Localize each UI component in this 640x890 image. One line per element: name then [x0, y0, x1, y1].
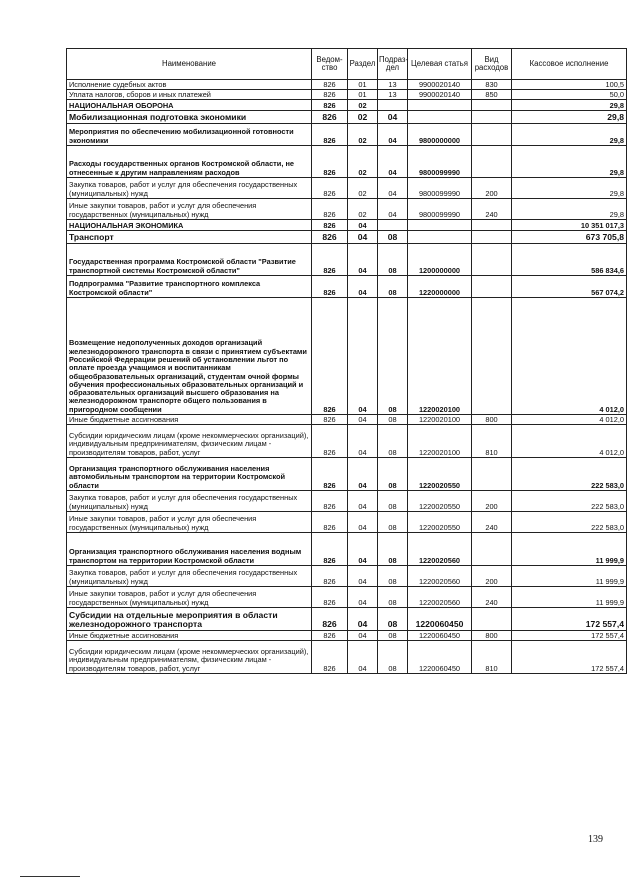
cell-cash: 222 583,0 [512, 512, 627, 533]
cell-target: 1220060450 [408, 631, 472, 641]
cell-target [408, 220, 472, 231]
cell-name: Организация транспортного обслуживания населения автомобильным транспортом на территории Костромской области [67, 458, 312, 491]
cell-subsection: 08 [378, 608, 408, 631]
cell-target: 1220020560 [408, 533, 472, 566]
cell-target: 1200000000 [408, 244, 472, 276]
cell-cash: 673 705,8 [512, 231, 627, 244]
cell-target: 1220020560 [408, 587, 472, 608]
cell-section: 04 [348, 458, 378, 491]
cell-name: Мероприятия по обеспечению мобилизационной готовности экономики [67, 124, 312, 146]
cell-target [408, 231, 472, 244]
cell-exptype [472, 608, 512, 631]
cell-exptype [472, 298, 512, 415]
table-row [67, 90, 627, 100]
cell-subsection: 08 [378, 512, 408, 533]
cell-cash: 29,8 [512, 199, 627, 220]
cell-section: 04 [348, 566, 378, 587]
header-exptype: Вид расходов [472, 49, 512, 80]
cell-target: 1220020550 [408, 512, 472, 533]
table-row [67, 146, 627, 178]
cell-cash: 29,8 [512, 100, 627, 111]
cell-cash: 172 557,4 [512, 608, 627, 631]
cell-target: 9800099990 [408, 146, 472, 178]
cell-dept: 826 [312, 90, 348, 100]
cell-cash: 29,8 [512, 146, 627, 178]
cell-cash: 10 351 017,3 [512, 220, 627, 231]
cell-subsection: 04 [378, 124, 408, 146]
cell-subsection [378, 100, 408, 111]
cell-name: НАЦИОНАЛЬНАЯ ЭКОНОМИКА [67, 220, 312, 231]
cell-dept: 826 [312, 587, 348, 608]
cell-name: Субсидии юридическим лицам (кроме некоммерческих организаций), индивидуальным предпринимателям, физическим лицам - производителям товаров, работ, услуг [67, 425, 312, 458]
cell-section: 04 [348, 587, 378, 608]
cell-dept: 826 [312, 458, 348, 491]
table-row [67, 608, 627, 631]
cell-section: 04 [348, 244, 378, 276]
cell-exptype: 240 [472, 512, 512, 533]
cell-name: Иные бюджетные ассигнования [67, 415, 312, 425]
cell-target: 1220060450 [408, 641, 472, 674]
cell-target: 1220020100 [408, 415, 472, 425]
cell-target: 1220000000 [408, 276, 472, 298]
cell-name: НАЦИОНАЛЬНАЯ ОБОРОНА [67, 100, 312, 111]
cell-subsection: 08 [378, 491, 408, 512]
cell-dept: 826 [312, 111, 348, 124]
table-row [67, 533, 627, 566]
cell-dept: 826 [312, 608, 348, 631]
cell-dept: 826 [312, 276, 348, 298]
cell-section: 04 [348, 276, 378, 298]
cell-name: Транспорт [67, 231, 312, 244]
table-row [67, 111, 627, 124]
cell-subsection: 08 [378, 425, 408, 458]
cell-target [408, 100, 472, 111]
table-row [67, 100, 627, 111]
cell-name: Возмещение недополученных доходов организаций железнодорожного транспорта в связи с принятием субъектами Российской Федерации решений об установлении льгот по оплате проезда учащимся и воспитанникам общеобразовательных организаций, студентам очной формы обучения профессиональных образовательных организаций и образовательных организаций высшего образования на железнодорожном транспорте общего пользования в пригородном сообщении [67, 298, 312, 415]
cell-dept: 826 [312, 566, 348, 587]
cell-subsection: 04 [378, 178, 408, 199]
cell-exptype: 800 [472, 631, 512, 641]
table-row [67, 415, 627, 425]
cell-exptype: 200 [472, 491, 512, 512]
cell-target [408, 111, 472, 124]
cell-section: 04 [348, 220, 378, 231]
cell-section: 01 [348, 90, 378, 100]
cell-section: 04 [348, 608, 378, 631]
cell-name: Иные закупки товаров, работ и услуг для обеспечения государственных (муниципальных) нужд [67, 512, 312, 533]
table-row [67, 178, 627, 199]
cell-section: 04 [348, 641, 378, 674]
cell-exptype [472, 276, 512, 298]
cell-cash: 4 012,0 [512, 298, 627, 415]
cell-exptype: 240 [472, 199, 512, 220]
table-row [67, 244, 627, 276]
table-row [67, 512, 627, 533]
cell-dept: 826 [312, 146, 348, 178]
cell-dept: 826 [312, 533, 348, 566]
cell-subsection: 08 [378, 533, 408, 566]
cell-subsection: 08 [378, 415, 408, 425]
cell-section: 04 [348, 298, 378, 415]
cell-subsection: 04 [378, 199, 408, 220]
cell-subsection: 04 [378, 146, 408, 178]
cell-section: 04 [348, 512, 378, 533]
cell-cash: 100,5 [512, 80, 627, 90]
cell-cash: 50,0 [512, 90, 627, 100]
cell-name: Иные закупки товаров, работ и услуг для обеспечения государственных (муниципальных) нужд [67, 199, 312, 220]
cell-name: Закупка товаров, работ и услуг для обеспечения государственных (муниципальных) нужд [67, 178, 312, 199]
cell-name: Уплата налогов, сборов и иных платежей [67, 90, 312, 100]
cell-subsection: 13 [378, 80, 408, 90]
budget-execution-table [66, 48, 627, 674]
cell-exptype [472, 220, 512, 231]
cell-exptype: 200 [472, 566, 512, 587]
table-row [67, 220, 627, 231]
table-body [67, 80, 627, 674]
cell-dept: 826 [312, 231, 348, 244]
cell-exptype [472, 100, 512, 111]
table-row [67, 458, 627, 491]
cell-target: 1220020100 [408, 298, 472, 415]
cell-subsection: 04 [378, 111, 408, 124]
cell-exptype [472, 533, 512, 566]
cell-subsection: 08 [378, 231, 408, 244]
cell-target: 9800099990 [408, 199, 472, 220]
cell-name: Закупка товаров, работ и услуг для обеспечения государственных (муниципальных) нужд [67, 566, 312, 587]
cell-target: 1220060450 [408, 608, 472, 631]
cell-subsection [378, 220, 408, 231]
header-name: Наименование [67, 49, 312, 80]
cell-section: 04 [348, 231, 378, 244]
table-row [67, 425, 627, 458]
cell-dept: 826 [312, 298, 348, 415]
cell-target: 1220020550 [408, 491, 472, 512]
table-row [67, 298, 627, 415]
cell-name: Закупка товаров, работ и услуг для обеспечения государственных (муниципальных) нужд [67, 491, 312, 512]
cell-exptype: 830 [472, 80, 512, 90]
cell-cash: 586 834,6 [512, 244, 627, 276]
header-target: Целевая статья [408, 49, 472, 80]
cell-section: 04 [348, 425, 378, 458]
footnote-rule [20, 876, 80, 877]
cell-cash: 29,8 [512, 124, 627, 146]
cell-cash: 567 074,2 [512, 276, 627, 298]
header-section: Раздел [348, 49, 378, 80]
cell-dept: 826 [312, 244, 348, 276]
table-header [67, 49, 627, 80]
cell-name: Расходы государственных органов Костромской области, не отнесенные к другим направлениям расходов [67, 146, 312, 178]
cell-subsection: 08 [378, 244, 408, 276]
cell-exptype: 810 [472, 641, 512, 674]
header-dept: Ведом-ство [312, 49, 348, 80]
cell-subsection: 08 [378, 276, 408, 298]
cell-name: Иные бюджетные ассигнования [67, 631, 312, 641]
cell-exptype [472, 124, 512, 146]
cell-dept: 826 [312, 425, 348, 458]
cell-dept: 826 [312, 631, 348, 641]
cell-name: Организация транспортного обслуживания населения водным транспортом на территории Костромской области [67, 533, 312, 566]
cell-dept: 826 [312, 100, 348, 111]
cell-section: 04 [348, 491, 378, 512]
cell-exptype [472, 146, 512, 178]
cell-name: Мобилизационная подготовка экономики [67, 111, 312, 124]
cell-exptype: 810 [472, 425, 512, 458]
cell-section: 02 [348, 146, 378, 178]
table-row [67, 566, 627, 587]
table-row [67, 199, 627, 220]
cell-exptype [472, 231, 512, 244]
table-row [67, 587, 627, 608]
cell-cash: 4 012,0 [512, 425, 627, 458]
table-row [67, 124, 627, 146]
cell-target: 1220020560 [408, 566, 472, 587]
cell-cash: 222 583,0 [512, 458, 627, 491]
cell-cash: 172 557,4 [512, 641, 627, 674]
cell-dept: 826 [312, 124, 348, 146]
cell-subsection: 08 [378, 298, 408, 415]
cell-cash: 4 012,0 [512, 415, 627, 425]
cell-cash: 11 999,9 [512, 533, 627, 566]
cell-name: Субсидии на отдельные мероприятия в области железнодорожного транспорта [67, 608, 312, 631]
cell-exptype: 850 [472, 90, 512, 100]
cell-name: Иные закупки товаров, работ и услуг для обеспечения государственных (муниципальных) нужд [67, 587, 312, 608]
cell-cash: 29,8 [512, 178, 627, 199]
cell-subsection: 08 [378, 631, 408, 641]
cell-target: 1220020100 [408, 425, 472, 458]
cell-subsection: 08 [378, 566, 408, 587]
page-number: 139 [588, 834, 603, 845]
cell-dept: 826 [312, 491, 348, 512]
cell-target: 9800000000 [408, 124, 472, 146]
cell-section: 02 [348, 199, 378, 220]
table-row [67, 491, 627, 512]
cell-subsection: 08 [378, 641, 408, 674]
cell-target: 1220020550 [408, 458, 472, 491]
cell-section: 04 [348, 415, 378, 425]
cell-name: Подпрограмма "Развитие транспортного комплекса Костромской области" [67, 276, 312, 298]
cell-name: Субсидии юридическим лицам (кроме некоммерческих организаций), индивидуальным предпринимателям, физическим лицам - производителям товаров, работ, услуг [67, 641, 312, 674]
header-cash: Кассовое исполнение [512, 49, 627, 80]
cell-name: Государственная программа Костромской области "Развитие транспортной системы Костромской области" [67, 244, 312, 276]
cell-section: 04 [348, 631, 378, 641]
cell-section: 02 [348, 100, 378, 111]
cell-cash: 29,8 [512, 111, 627, 124]
cell-dept: 826 [312, 178, 348, 199]
cell-target: 9900020140 [408, 90, 472, 100]
cell-cash: 222 583,0 [512, 491, 627, 512]
cell-exptype [472, 244, 512, 276]
header-subsection: Подраз-дел [378, 49, 408, 80]
cell-subsection: 08 [378, 587, 408, 608]
cell-exptype: 200 [472, 178, 512, 199]
cell-exptype [472, 111, 512, 124]
cell-exptype: 800 [472, 415, 512, 425]
table-row [67, 231, 627, 244]
table-row [67, 80, 627, 90]
table-row [67, 641, 627, 674]
cell-exptype: 240 [472, 587, 512, 608]
cell-subsection: 13 [378, 90, 408, 100]
cell-dept: 826 [312, 80, 348, 90]
cell-section: 02 [348, 124, 378, 146]
cell-section: 02 [348, 111, 378, 124]
table-row [67, 276, 627, 298]
cell-cash: 11 999,9 [512, 566, 627, 587]
cell-dept: 826 [312, 512, 348, 533]
cell-target: 9800099990 [408, 178, 472, 199]
cell-dept: 826 [312, 199, 348, 220]
cell-section: 02 [348, 178, 378, 199]
cell-section: 04 [348, 533, 378, 566]
cell-exptype [472, 458, 512, 491]
cell-cash: 11 999,9 [512, 587, 627, 608]
cell-cash: 172 557,4 [512, 631, 627, 641]
table-row [67, 631, 627, 641]
cell-dept: 826 [312, 220, 348, 231]
cell-section: 01 [348, 80, 378, 90]
cell-target: 9900020140 [408, 80, 472, 90]
cell-dept: 826 [312, 415, 348, 425]
cell-name: Исполнение судебных актов [67, 80, 312, 90]
cell-dept: 826 [312, 641, 348, 674]
cell-subsection: 08 [378, 458, 408, 491]
